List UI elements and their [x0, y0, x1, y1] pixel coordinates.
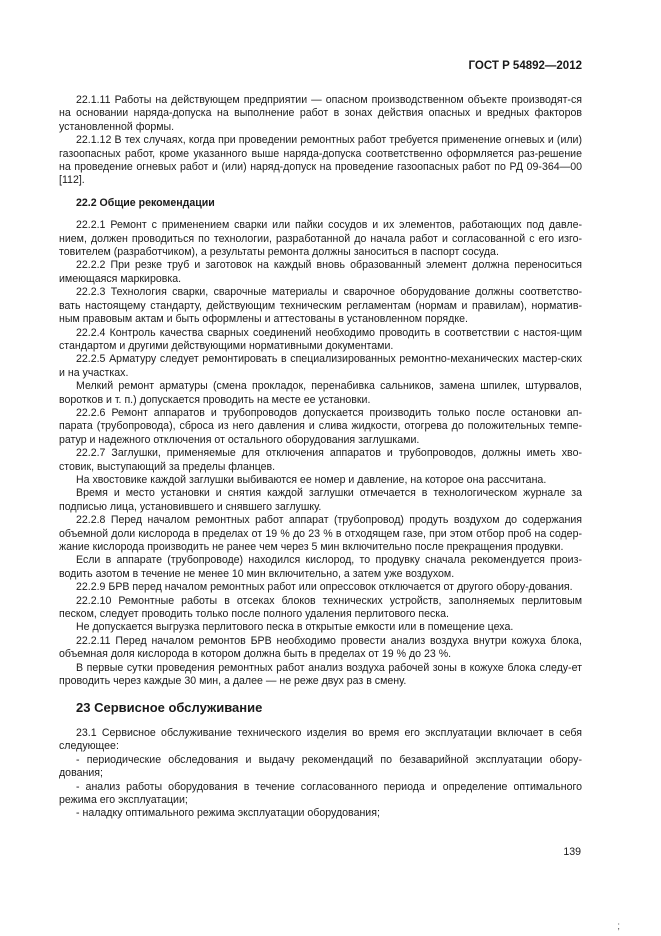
paragraph: 22.2.8 Перед началом ремонтных работ аппарат (трубопровод) продуть воздухом до содержания объемной доли кислорода в пределах от 19 % до 23 % в отходящем газе, при этом отбор проб на содер-жание кислорода производить не ранее чем через 5 мин включительно после прекращения продувки. — [59, 514, 582, 553]
paragraph: В первые сутки проведения ремонтных работ анализ воздуха рабочей зоны в кожухе блока следу-ет проводить через каждые 30 мин, а далее — не реже двух раз в смену. — [59, 661, 582, 688]
paragraph: Если в аппарате (трубопроводе) находился кислород, то продувку сначала рекомендуется произ-водить азотом в течение не менее 10 мин включительно, а затем уже воздухом. — [59, 554, 582, 580]
page-number: 139 — [563, 846, 581, 858]
paragraph: 22.2.1 Ремонт с применением сварки или пайки сосудов и их элементов, работающих под давле-нием, должен проводиться по технологии, разработанной до начала работ и согласованной с его изго-товителем (разработчиком), а результаты ремонта должны заноситься в паспорт сосуда. — [59, 219, 582, 259]
paragraph: 22.2.7 Заглушки, применяемые для отключения аппаратов и трубопроводов, должны иметь хво-стовик, выступающий за пределы фланцев. — [59, 447, 582, 473]
paragraph: 22.1.12 В тех случаях, когда при проведении ремонтных работ требуется применение огневых и (или) газоопасных работ, кроме указанного выше наряда-допуска соответственно оформляется раз-решение на проведение огневых работ и (или) наряд-допуск на проведение газоопасных работ по РД 09-364—00 [112]. — [59, 134, 582, 187]
paragraph: 22.2.10 Ремонтные работы в отсеках блоков технических устройств, заполняемых перлитовым песком, следует проводить только после полного удаления перлитового песка. — [59, 594, 582, 621]
chapter-heading: 23 Сервисное обслуживание — [76, 700, 263, 716]
paragraph: 22.2.2 При резке труб и заготовок на каждый вновь образованный элемент должна переноситься имеющаяся маркировка. — [59, 259, 582, 285]
paragraph: 22.2.9 БРВ перед началом ремонтных работ или опрессовок отключается от другого обору-дования. — [76, 581, 573, 594]
paragraph: Время и место установки и снятия каждой заглушки отмечается в технологическом журнале за подписью лица, установившего и снявшего заглушку. — [59, 487, 582, 513]
paragraph: 22.2.4 Контроль качества сварных соединений необходимо проводить в соответствии с настоя-щим стандартом и другими действующими нормативными документами. — [59, 326, 582, 352]
corner-mark: ; — [617, 921, 620, 932]
paragraph: Не допускается выгрузка перлитового песка в открытые емкости или в помещение цеха. — [76, 621, 514, 634]
paragraph: 22.2.11 Перед началом ремонтов БРВ необходимо провести анализ воздуха внутри кожуха блока, объемная доля кислорода в котором должна быть в пределах от 19 % до 23 %. — [59, 634, 582, 661]
paragraph: 22.1.11 Работы на действующем предприятии — опасном производственном объекте производят-ся на основании наряда-допуска на выполнение работ в зонах действия опасных и вредных факторов установленной формы. — [59, 94, 582, 133]
list-item: - периодические обследования и выдачу рекомендаций по безаварийной эксплуатации обору-дования; — [59, 753, 582, 780]
document-header: ГОСТ Р 54892—2012 — [468, 60, 582, 72]
paragraph: На хвостовике каждой заглушки выбиваются ее номер и давление, на которое она рассчитана. — [76, 473, 547, 486]
paragraph: 22.2.3 Технология сварки, сварочные материалы и сварочное оборудование должны соответство-вать настоящему стандарту, действующим техническим регламентам (нормам и правилам), норматив-ным правовым актам и быть оформлены и аттестованы в установленном порядке. — [59, 286, 582, 326]
paragraph: Мелкий ремонт арматуры (смена прокладок, перенабивка сальников, замена шпилек, штурвалов, воротков и т. п.) допускается проводить на месте ее установки. — [59, 380, 582, 406]
paragraph: 22.2.6 Ремонт аппаратов и трубопроводов допускается производить только после остановки ап-парата (трубопровода), сброса из него давления и слива жидкости, отогрева до положительных темпе-ратур и надежного отключения от остального оборудования заглушками. — [59, 406, 582, 446]
section-heading: 22.2 Общие рекомендации — [76, 196, 215, 209]
document-body — [59, 94, 582, 821]
list-item: - анализ работы оборудования в течение согласованного периода и определение оптимального режима его эксплуатации; — [59, 780, 582, 806]
list-item: - наладку оптимального режима эксплуатации оборудования; — [76, 807, 380, 820]
paragraph: 22.2.5 Арматуру следует ремонтировать в специализированных ремонтно-механических мастер-ских и на участках. — [59, 353, 582, 379]
paragraph: 23.1 Сервисное обслуживание технического изделия во время его эксплуатации включает в себя следующее: — [59, 726, 582, 753]
